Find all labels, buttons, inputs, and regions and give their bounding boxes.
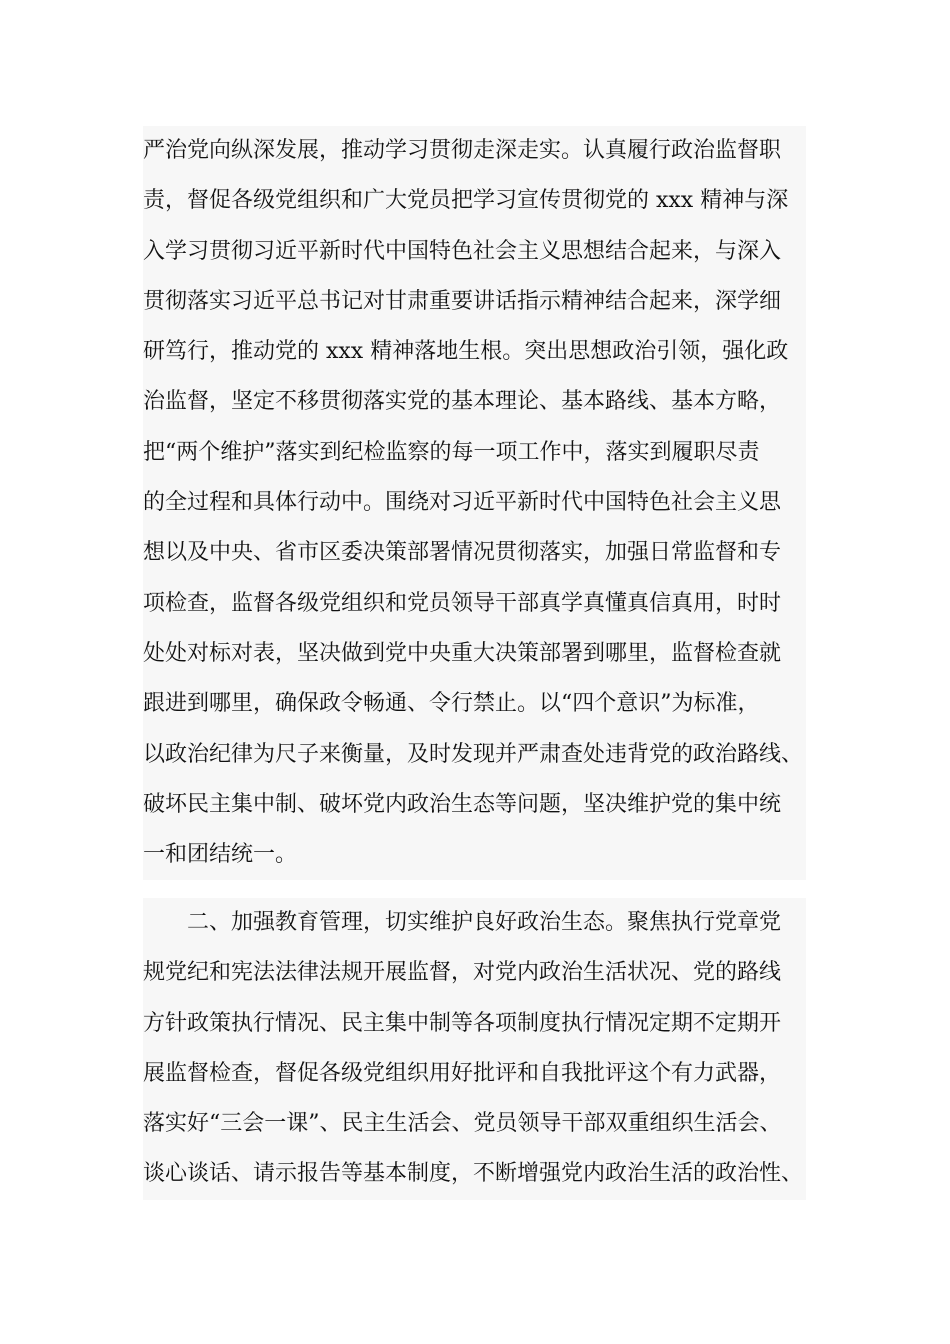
paragraph-2-line: 规党纪和宪法法律法规开展监督，对党内政治生活状况、党的路线 xyxy=(143,960,782,986)
paragraph-1-line: 想以及中央、省市区委决策部署情况贯彻落实，加强日常监督和专 xyxy=(143,540,782,566)
paragraph-1-line: 责，督促各级党组织和广大党员把学习宣传贯彻党的 xxx 精神与深 xyxy=(143,188,789,214)
paragraph-1-line: 以政治纪律为尺子来衡量，及时发现并严肃查处违背党的政治路线、 xyxy=(143,741,804,767)
paragraph-1-line: 严治党向纵深发展，推动学习贯彻走深走实。认真履行政治监督职 xyxy=(143,138,782,163)
paragraph-2-line: 展监督检查，督促各级党组织用好批评和自我批评这个有力武器， xyxy=(143,1060,782,1086)
paragraph-1-line: 治监督，坚定不移贯彻落实党的基本理论、基本路线、基本方略， xyxy=(143,389,782,415)
paragraph-1-line: 研笃行，推动党的 xxx 精神落地生根。突出思想政治引领，强化政 xyxy=(143,339,789,365)
paragraph-2-line: 方针政策执行情况、民主集中制等各项制度执行情况定期不定期开 xyxy=(143,1010,782,1036)
paragraph-1-line: 把“两个维护”落实到纪检监察的每一项工作中，落实到履职尽责 xyxy=(143,439,760,465)
paragraph-2-line: 落实好“三会一课”、民主生活会、党员领导干部双重组织生活会、 xyxy=(143,1111,782,1137)
paragraph-1-line: 破坏民主集中制、破坏党内政治生态等问题，坚决维护党的集中统 xyxy=(143,791,782,817)
paragraph-1-line: 项检查，监督各级党组织和党员领导干部真学真懂真信真用，时时 xyxy=(143,590,782,616)
paragraph-1-line: 处处对标对表，坚决做到党中央重大决策部署到哪里，监督检查就 xyxy=(143,640,782,666)
paragraph-2 xyxy=(143,898,806,1200)
paragraph-1-line: 贯彻落实习近平总书记对甘肃重要讲话指示精神结合起来，深学细 xyxy=(143,288,782,314)
paragraph-1 xyxy=(143,126,806,880)
paragraph-1-line: 跟进到哪里，确保政令畅通、令行禁止。以“四个意识”为标准， xyxy=(143,691,760,717)
paragraph-2-line: 谈心谈话、请示报告等基本制度，不断增强党内政治生活的政治性、 xyxy=(143,1161,804,1187)
paragraph-2-line: 二、加强教育管理，切实维护良好政治生态。聚焦执行党章党 xyxy=(187,910,782,935)
paragraph-1-line: 一和团结统一。 xyxy=(143,842,298,868)
paragraph-1-line: 入学习贯彻习近平新时代中国特色社会主义思想结合起来，与深入 xyxy=(143,238,782,264)
paragraph-1-line: 的全过程和具体行动中。围绕对习近平新时代中国特色社会主义思 xyxy=(143,490,782,516)
